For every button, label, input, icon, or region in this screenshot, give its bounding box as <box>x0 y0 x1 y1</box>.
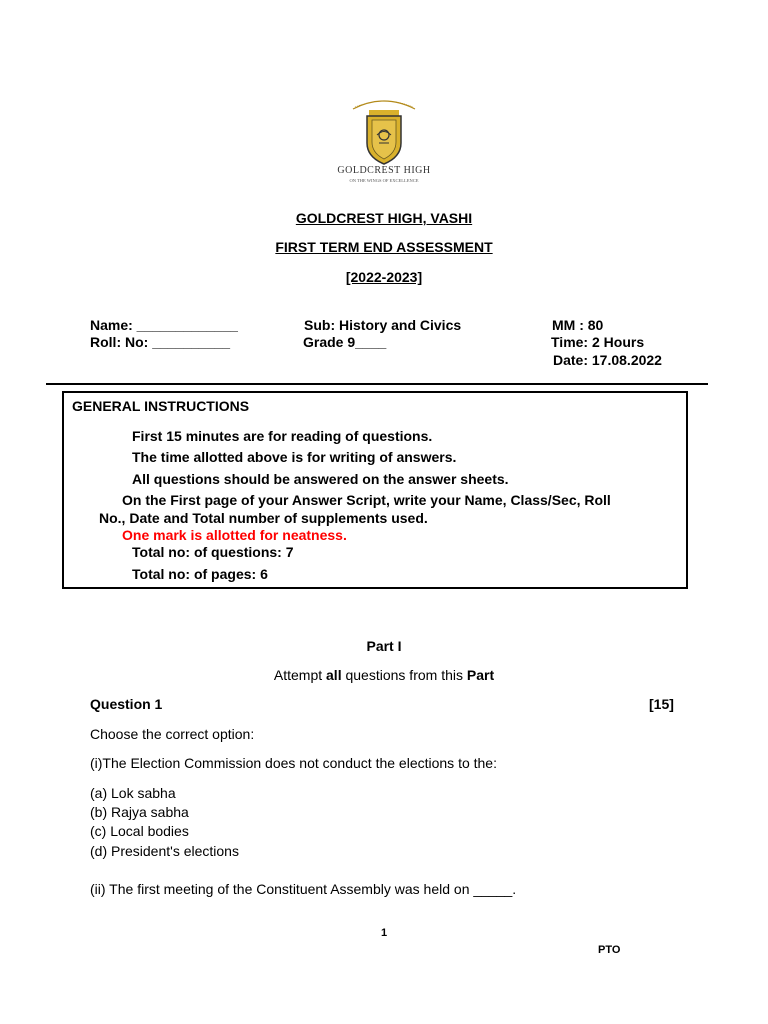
question-prompt: Choose the correct option: <box>90 726 255 742</box>
max-marks: MM : 80 <box>552 317 604 333</box>
question-label: Question 1 <box>90 696 163 712</box>
part-title: Part I <box>366 638 402 654</box>
date-label: Date: 17.08.2022 <box>553 352 662 368</box>
question-text: (i)The Election Commission does not conduct the elections to the: <box>90 755 497 771</box>
page-number: 1 <box>380 927 388 939</box>
option-item: (a) Lok sabha <box>90 785 176 801</box>
question-marks: [15] <box>649 696 674 712</box>
instruction-item: The time allotted above is for writing of answers. <box>132 449 457 465</box>
instruction-item: Total no: of questions: 7 <box>132 544 294 560</box>
instruction-item: All questions should be answered on the answer sheets. <box>132 471 509 487</box>
header-divider <box>46 383 708 385</box>
pto-label: PTO <box>598 944 621 956</box>
school-title: GOLDCREST HIGH, VASHI <box>295 210 473 226</box>
roll-field: Roll: No: __________ <box>90 334 231 350</box>
grade-label: Grade 9____ <box>303 334 387 350</box>
time-label: Time: 2 Hours <box>551 334 645 350</box>
instruction-item: First 15 minutes are for reading of questions. <box>132 428 433 444</box>
option-item: (d) President's elections <box>90 843 239 859</box>
academic-year: [2022-2023] <box>345 269 423 285</box>
instruction-item: On the First page of your Answer Script, write your Name, Class/Sec, Roll <box>122 492 611 508</box>
logo-name: GOLDCREST HIGH <box>337 165 431 176</box>
part-instruction: Attempt all questions from this Part <box>273 667 495 683</box>
instruction-item-neatness: One mark is allotted for neatness. <box>122 527 347 543</box>
instruction-item: No., Date and Total number of supplements used. <box>99 510 428 526</box>
instructions-heading: GENERAL INSTRUCTIONS <box>72 398 250 414</box>
logo-tagline: ON THE WINGS OF EXCELLENCE <box>349 178 419 183</box>
option-item: (b) Rajya sabha <box>90 804 189 820</box>
subject-label: Sub: History and Civics <box>304 317 462 333</box>
school-logo <box>333 95 435 190</box>
option-item: (c) Local bodies <box>90 823 189 839</box>
assessment-title: FIRST TERM END ASSESSMENT <box>275 239 493 255</box>
question-text: (ii) The first meeting of the Constituent Assembly was held on _____. <box>90 881 517 897</box>
instruction-item: Total no: of pages: 6 <box>132 566 268 582</box>
name-field: Name: _____________ <box>90 317 238 333</box>
